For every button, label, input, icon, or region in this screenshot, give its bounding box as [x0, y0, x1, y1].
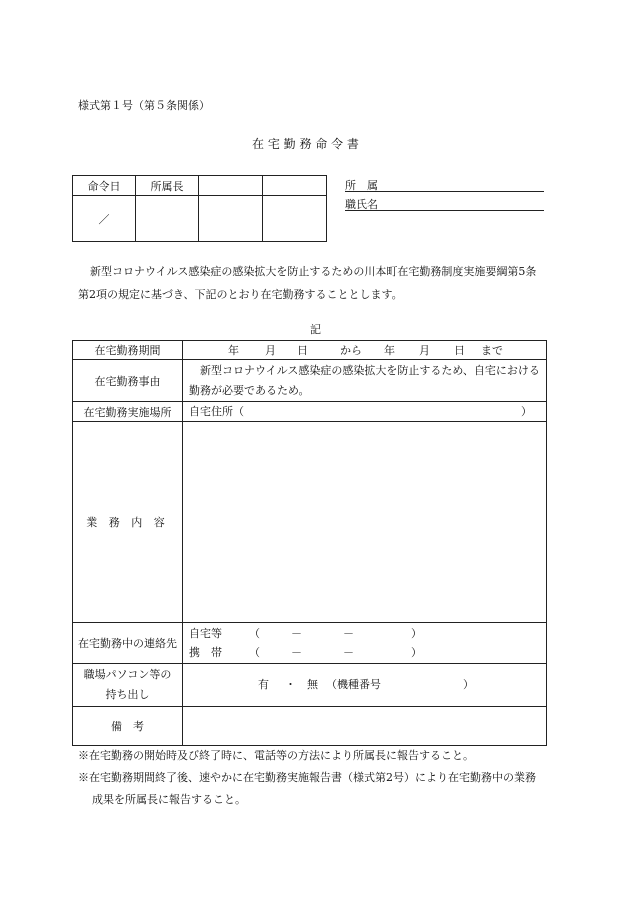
home-paren-close: ）: [411, 627, 422, 640]
approval-header-blank-2: [263, 176, 327, 196]
pc-label-line-1: 職場パソコン等の: [83, 668, 172, 681]
reason-line-2: 勤務が必要であるため。: [189, 383, 310, 397]
reason-line-1: 新型コロナウイルス感染症の感染拡大を防止するため、自宅における: [200, 363, 540, 377]
intro-line-1: 新型コロナウイルス感染症の感染拡大を防止するための川本町在宅勤務制度実施要綱第5条: [90, 265, 537, 278]
row-pc: [73, 664, 547, 707]
mobile-label: 携 帯: [189, 646, 222, 659]
approval-supervisor-cell[interactable]: [136, 196, 199, 242]
period-from: から: [340, 344, 362, 357]
row-reason: [73, 360, 547, 402]
contact-cell[interactable]: [183, 623, 547, 664]
home-paren-open: （: [249, 627, 260, 640]
approval-blank-cell-1[interactable]: [199, 196, 263, 242]
page-title: 在 宅 勤 務 命 令 書: [252, 137, 359, 151]
place-cell[interactable]: [183, 402, 547, 422]
dept-label: 所 属: [345, 179, 378, 192]
content-cell[interactable]: [183, 422, 547, 623]
mobile-dash-2: －: [343, 646, 354, 659]
reason-cell[interactable]: [183, 360, 547, 402]
period-year-1: 年: [228, 344, 239, 357]
name-label: 職氏名: [345, 198, 378, 211]
content-label: 業 務 内 容: [73, 422, 183, 623]
contact-label: 在宅勤務中の連絡先: [73, 623, 183, 664]
place-label: 在宅勤務実施場所: [73, 402, 183, 422]
row-period: [73, 341, 547, 360]
pc-cell: [183, 664, 547, 707]
ki-heading: 記: [310, 323, 321, 336]
period-day-1: 日: [297, 344, 308, 357]
note-2-line-2: 成果を所属長に報告すること。: [92, 793, 246, 806]
mobile-dash-1: －: [291, 646, 302, 659]
remarks-cell[interactable]: [183, 707, 547, 746]
approval-date-cell[interactable]: [73, 196, 136, 242]
period-month-2: 月: [419, 344, 430, 357]
pc-no-option[interactable]: 無: [307, 678, 318, 691]
home-dash-1: －: [291, 627, 302, 640]
intro-line-2: 第2項の規定に基づき、下記のとおり在宅勤務することとします。: [78, 288, 403, 301]
period-label: 在宅勤務期間: [73, 341, 183, 360]
pc-yes-option[interactable]: 有: [258, 678, 269, 691]
pc-separator: ・: [285, 678, 296, 691]
period-cell[interactable]: [183, 341, 547, 360]
period-until: まで: [481, 344, 503, 357]
reason-label: 在宅勤務事由: [73, 360, 183, 402]
row-place: [73, 402, 547, 422]
place-suffix: ）: [521, 405, 532, 418]
name-field[interactable]: [345, 210, 544, 211]
pc-model-close: ）: [463, 678, 474, 691]
period-year-2: 年: [384, 344, 395, 357]
row-remarks: [73, 707, 547, 746]
home-dash-2: －: [343, 627, 354, 640]
dept-field[interactable]: [345, 191, 544, 192]
pc-model-label: （機種番号: [326, 678, 381, 691]
order-detail-table: [72, 340, 547, 746]
period-month-1: 月: [265, 344, 276, 357]
mobile-paren-open: （: [249, 646, 260, 659]
period-day-2: 日: [454, 344, 465, 357]
pc-label-line-2: 持ち出し: [105, 688, 150, 701]
home-label: 自宅等: [189, 627, 222, 640]
place-prefix: 自宅住所（: [189, 405, 244, 418]
note-2-line-1: ※在宅勤務期間終了後、速やかに在宅勤務実施報告書（様式第2号）により在宅勤務中の業務: [78, 771, 536, 784]
mobile-paren-close: ）: [411, 646, 422, 659]
approval-table: [72, 175, 327, 242]
row-contact: [73, 623, 547, 664]
pc-label: [73, 664, 183, 707]
approval-header-date: 命令日: [73, 176, 136, 196]
row-content: [73, 422, 547, 623]
date-slash: ／: [98, 212, 110, 226]
form-number: 様式第１号（第５条関係）: [78, 99, 210, 112]
approval-blank-cell-2[interactable]: [263, 196, 327, 242]
approval-header-supervisor: 所属長: [136, 176, 199, 196]
approval-header-blank-1: [199, 176, 263, 196]
remarks-label: 備 考: [73, 707, 183, 746]
note-1: ※在宅勤務の開始時及び終了時に、電話等の方法により所属長に報告すること。: [78, 749, 474, 762]
